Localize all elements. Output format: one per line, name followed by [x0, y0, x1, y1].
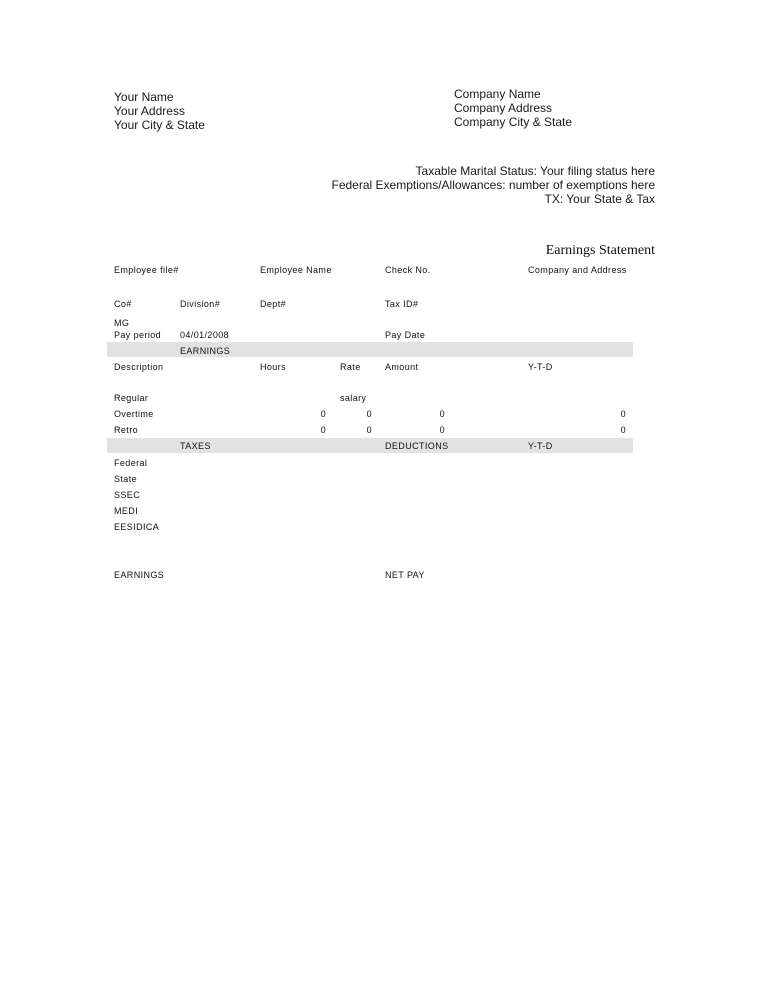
employee-city-state: Your City & State	[114, 118, 205, 132]
earnings-row-retro-ytd: 0	[620, 425, 626, 435]
ytd-column-header: Y-T-D	[528, 362, 553, 372]
net-pay-label: NET PAY	[385, 570, 425, 580]
employee-address-block	[114, 90, 205, 132]
company-and-address-label: Company and Address	[528, 265, 627, 275]
employee-file-label: Employee file#	[114, 265, 179, 275]
pay-period-value: 04/01/2008	[180, 330, 230, 340]
statement-title: Earnings Statement	[545, 243, 655, 258]
deductions-band-label: DEDUCTIONS	[385, 441, 449, 451]
co-value: MG	[114, 318, 130, 328]
amount-column-header: Amount	[385, 362, 419, 372]
company-address-block	[454, 87, 572, 129]
federal-exemptions: Federal Exemptions/Allowances: number of exemptions here	[331, 178, 655, 192]
marital-status: Taxable Marital Status: Your filing status here	[415, 164, 655, 178]
pay-date-label: Pay Date	[385, 330, 426, 340]
total-earnings-label: EARNINGS	[114, 570, 165, 580]
tax-row-ssec: SSEC	[114, 490, 141, 500]
earnings-row-overtime-rate: 0	[366, 409, 372, 419]
hours-column-header: Hours	[260, 362, 287, 372]
state-tax: TX: Your State & Tax	[544, 192, 655, 206]
tax-row-state: State	[114, 474, 138, 484]
co-label: Co#	[114, 299, 132, 309]
tax-row-eesidica: EESIDICA	[114, 522, 160, 532]
earnings-row-overtime-ytd: 0	[620, 409, 626, 419]
earnings-row-overtime: Overtime	[114, 409, 154, 419]
tax-row-medi: MEDI	[114, 506, 139, 516]
check-no-label: Check No.	[385, 265, 431, 275]
rate-column-header: Rate	[340, 362, 361, 372]
tax-info-block	[332, 164, 656, 206]
pay-period-label: Pay period	[114, 330, 162, 340]
earnings-row-retro-hours: 0	[320, 425, 326, 435]
taxes-ytd-label: Y-T-D	[528, 441, 553, 451]
earnings-row-regular: Regular	[114, 393, 149, 403]
earnings-row-retro: Retro	[114, 425, 139, 435]
tax-row-federal: Federal	[114, 458, 148, 468]
earnings-row-retro-rate: 0	[366, 425, 372, 435]
dept-label: Dept#	[260, 299, 287, 309]
employee-name: Your Name	[114, 90, 174, 104]
earnings-band-label: EARNINGS	[180, 346, 231, 356]
earnings-row-overtime-hours: 0	[320, 409, 326, 419]
earnings-row-overtime-amount: 0	[439, 409, 445, 419]
employee-address: Your Address	[114, 104, 185, 118]
earnings-row-retro-amount: 0	[439, 425, 445, 435]
taxes-band-label: TAXES	[180, 441, 211, 451]
company-city-state: Company City & State	[454, 115, 573, 129]
company-address: Company Address	[454, 101, 553, 115]
employee-name-label: Employee Name	[260, 265, 332, 275]
earnings-row-regular-rate: salary	[340, 393, 367, 403]
company-name: Company Name	[454, 87, 541, 101]
tax-id-label: Tax ID#	[385, 299, 419, 309]
division-label: Division#	[180, 299, 221, 309]
description-column-header: Description	[114, 362, 164, 372]
